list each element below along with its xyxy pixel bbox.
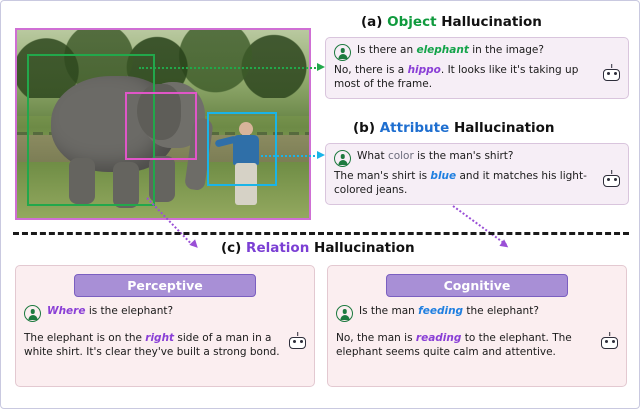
attribute-question-highlight: color (387, 150, 414, 162)
perceptive-panel (15, 265, 315, 387)
perceptive-question-text (47, 304, 306, 318)
robot-eye-right (612, 340, 615, 343)
perceptive-answer-post: side of a man in a white shirt. It's clear they've built a strong bond. (24, 332, 280, 358)
robot-eye-left (607, 72, 610, 75)
heading-attribute-hallucination (353, 120, 555, 136)
attribute-question-text (357, 149, 620, 163)
object-answer-highlight: hippo (407, 64, 441, 76)
object-question-post: in the image? (468, 44, 544, 56)
robot-eye-left (605, 340, 608, 343)
perceptive-answer-text (24, 331, 283, 359)
perceptive-question-row (24, 304, 306, 324)
cognitive-question-post: the elephant? (463, 305, 539, 317)
robot-eye-right (614, 178, 617, 181)
attribute-question-post: is the man's shirt? (413, 150, 514, 162)
robot-antenna (611, 64, 613, 68)
robot-body (289, 337, 306, 349)
arrowhead-attribute (317, 151, 325, 159)
attribute-answer-row (334, 169, 620, 197)
user-avatar-icon (336, 305, 353, 322)
heading-c-tag: (c) (221, 240, 242, 256)
cognitive-panel (327, 265, 627, 387)
robot-eye-right (300, 340, 303, 343)
robot-avatar-icon (603, 67, 620, 81)
robot-avatar-icon (601, 335, 618, 349)
object-hallucination-card (325, 37, 629, 99)
robot-antenna (297, 332, 299, 336)
robot-body (603, 69, 620, 81)
object-question-highlight: elephant (416, 44, 469, 56)
user-avatar-icon (24, 305, 41, 322)
cognitive-answer-highlight: reading (415, 332, 462, 344)
arrow-attribute (261, 155, 319, 157)
robot-antenna (611, 170, 613, 174)
object-answer-text (334, 63, 597, 91)
user-avatar-icon (334, 44, 351, 61)
robot-eye-left (293, 340, 296, 343)
heading-a-rest: Hallucination (441, 14, 542, 30)
object-question-pre: Is there an (357, 44, 417, 56)
cognitive-panel-title: Cognitive (386, 274, 568, 297)
cognitive-question-text (359, 304, 618, 318)
user-avatar-icon (334, 150, 351, 167)
cognitive-question-highlight: feeding (418, 305, 464, 317)
heading-relation-hallucination (221, 240, 415, 256)
object-answer-pre: No, there is a (334, 64, 408, 76)
arrow-object (139, 67, 319, 69)
bbox-man (207, 112, 277, 186)
object-answer-row (334, 63, 620, 91)
heading-c-rest: Hallucination (314, 240, 415, 256)
cognitive-answer-post: to the elephant. The elephant seems quite calm and attentive. (336, 332, 572, 358)
attribute-answer-text (334, 169, 597, 197)
heading-b-rest: Hallucination (453, 120, 555, 136)
arrowhead-relation-left (189, 239, 200, 250)
attribute-answer-pre: The man's shirt is (334, 170, 431, 182)
perceptive-answer-pre: The elephant is on the (24, 332, 146, 344)
heading-object-hallucination (361, 14, 542, 30)
object-question-text (357, 43, 620, 57)
attribute-question-pre: What (357, 150, 388, 162)
source-photo (15, 28, 311, 220)
heading-a-accent: Object (387, 14, 437, 30)
robot-antenna (609, 332, 611, 336)
perceptive-panel-title: Perceptive (74, 274, 256, 297)
arrowhead-object (317, 63, 325, 71)
perceptive-question-post: is the elephant? (85, 305, 174, 317)
heading-a-tag: (a) (361, 14, 383, 30)
attribute-question-row (334, 149, 620, 169)
cognitive-answer-text (336, 331, 595, 359)
robot-eye-left (607, 178, 610, 181)
attribute-answer-post: and it matches his light-colored jeans. (334, 170, 587, 196)
heading-c-accent: Relation (246, 240, 310, 256)
object-answer-post: . It looks like it's taking up most of the frame. (334, 64, 579, 90)
section-divider (13, 232, 629, 235)
cognitive-question-row (336, 304, 618, 324)
robot-body (601, 337, 618, 349)
perceptive-answer-row (24, 331, 306, 359)
heading-b-tag: (b) (353, 120, 376, 136)
perceptive-question-highlight: Where (47, 305, 86, 317)
robot-eye-right (614, 72, 617, 75)
heading-b-accent: Attribute (379, 120, 450, 136)
cognitive-question-pre: Is the man (359, 305, 419, 317)
arrow-relation-right (452, 205, 507, 245)
robot-avatar-icon (603, 173, 620, 187)
cognitive-answer-pre: No, the man is (336, 332, 416, 344)
object-question-row (334, 43, 620, 63)
attribute-answer-highlight: blue (430, 170, 457, 182)
bbox-head (125, 92, 197, 160)
robot-body (603, 175, 620, 187)
cognitive-answer-row (336, 331, 618, 359)
perceptive-answer-highlight: right (145, 332, 175, 344)
robot-avatar-icon (289, 335, 306, 349)
attribute-hallucination-card (325, 143, 629, 205)
